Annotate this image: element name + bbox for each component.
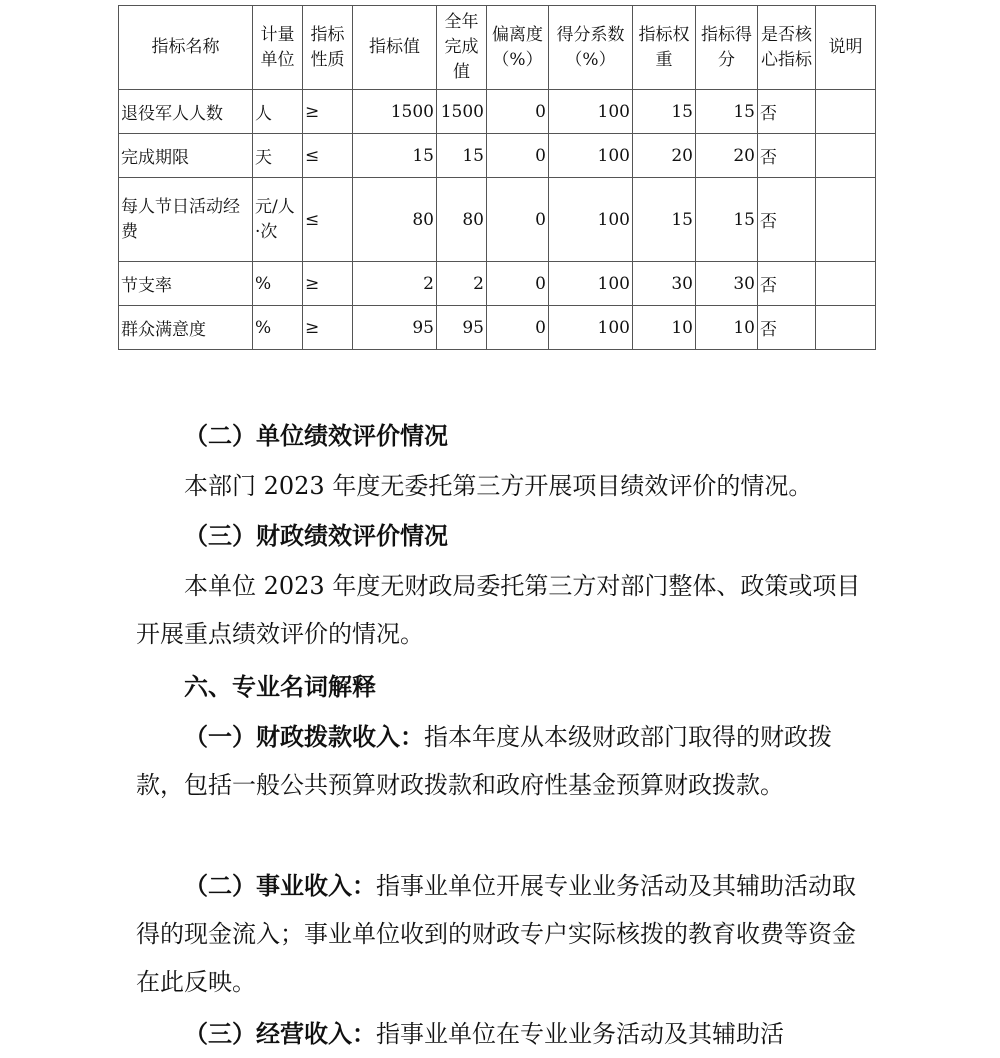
cell-nature: ≤ [303, 178, 353, 262]
term-label: （二）事业收入： [184, 871, 376, 900]
table-row [119, 262, 876, 306]
cell-actual: 80 [437, 178, 487, 262]
header-deviation: 偏离度 （%） [487, 6, 549, 90]
cell-note [816, 306, 876, 350]
cell-score: 15 [696, 90, 758, 134]
term-operating-income [136, 1010, 876, 1058]
cell-score: 20 [696, 134, 758, 178]
table-header-row [119, 6, 876, 90]
cell-nature: ≥ [303, 90, 353, 134]
cell-nature: ≥ [303, 306, 353, 350]
cell-target: 95 [353, 306, 437, 350]
term-fiscal-appropriation-income [136, 713, 876, 809]
cell-note [816, 90, 876, 134]
cell-actual: 95 [437, 306, 487, 350]
term-description: 指本年度从本级财政部门取得的财政拨款，包括一般公共预算财政拨款和政府性基金预算财政拨款。 [136, 723, 832, 799]
cell-note [816, 262, 876, 306]
table-row [119, 90, 876, 134]
cell-name: 退役军人人数 [119, 90, 253, 134]
cell-target: 80 [353, 178, 437, 262]
cell-weight: 30 [633, 262, 696, 306]
header-unit: 计量 单位 [253, 6, 303, 90]
cell-score: 30 [696, 262, 758, 306]
cell-weight: 20 [633, 134, 696, 178]
cell-deviation: 0 [487, 178, 549, 262]
header-weight: 指标权 重 [633, 6, 696, 90]
cell-nature: ≥ [303, 262, 353, 306]
cell-score: 10 [696, 306, 758, 350]
cell-target: 15 [353, 134, 437, 178]
cell-weight: 15 [633, 178, 696, 262]
header-core: 是否核 心指标 [758, 6, 816, 90]
cell-nature: ≤ [303, 134, 353, 178]
cell-core: 否 [758, 134, 816, 178]
cell-deviation: 0 [487, 134, 549, 178]
term-description: 指事业单位开展专业业务活动及其辅助活动取得的现金流入；事业单位收到的财政专户实际核拨的教育收费等资金在此反映。 [136, 872, 856, 996]
cell-coef: 100 [549, 90, 633, 134]
cell-actual: 1500 [437, 90, 487, 134]
cell-core: 否 [758, 262, 816, 306]
heading-fiscal-performance-evaluation: （三）财政绩效评价情况 [184, 521, 448, 550]
paragraph-unit-performance-evaluation: 本部门 2023 年度无委托第三方开展项目绩效评价的情况。 [184, 472, 813, 500]
cell-note [816, 134, 876, 178]
cell-core: 否 [758, 306, 816, 350]
performance-indicator-table [118, 5, 876, 350]
cell-deviation: 0 [487, 90, 549, 134]
term-label: （三）经营收入： [184, 1019, 376, 1048]
cell-weight: 15 [633, 90, 696, 134]
cell-unit: 元/人·次 [253, 178, 303, 262]
term-business-income [136, 862, 876, 1006]
header-score: 指标得 分 [696, 6, 758, 90]
cell-core: 否 [758, 178, 816, 262]
cell-deviation: 0 [487, 262, 549, 306]
cell-coef: 100 [549, 262, 633, 306]
cell-target: 2 [353, 262, 437, 306]
table-row [119, 178, 876, 262]
term-description: 指事业单位在专业业务活动及其辅助活 [376, 1020, 784, 1048]
header-indicator-name: 指标名称 [119, 6, 253, 90]
cell-actual: 2 [437, 262, 487, 306]
cell-name: 完成期限 [119, 134, 253, 178]
cell-unit: % [253, 262, 303, 306]
cell-weight: 10 [633, 306, 696, 350]
cell-coef: 100 [549, 134, 633, 178]
cell-coef: 100 [549, 306, 633, 350]
cell-note [816, 178, 876, 262]
cell-name: 每人节日活动经费 [119, 178, 253, 262]
term-label: （一）财政拨款收入： [184, 722, 424, 751]
header-actual: 全年 完成 值 [437, 6, 487, 90]
cell-actual: 15 [437, 134, 487, 178]
header-note: 说明 [816, 6, 876, 90]
heading-terms-explanation: 六、专业名词解释 [184, 672, 376, 701]
header-nature: 指标 性质 [303, 6, 353, 90]
cell-unit: % [253, 306, 303, 350]
cell-deviation: 0 [487, 306, 549, 350]
cell-coef: 100 [549, 178, 633, 262]
table-row [119, 134, 876, 178]
cell-unit: 天 [253, 134, 303, 178]
cell-target: 1500 [353, 90, 437, 134]
cell-unit: 人 [253, 90, 303, 134]
heading-unit-performance-evaluation: （二）单位绩效评价情况 [184, 421, 448, 450]
header-target: 指标值 [353, 6, 437, 90]
cell-core: 否 [758, 90, 816, 134]
cell-name: 群众满意度 [119, 306, 253, 350]
table-row [119, 306, 876, 350]
cell-score: 15 [696, 178, 758, 262]
header-coef: 得分系数 （%） [549, 6, 633, 90]
paragraph-fiscal-performance-evaluation: 本单位 2023 年度无财政局委托第三方对部门整体、政策或项目开展重点绩效评价的情况。 [136, 572, 861, 648]
cell-name: 节支率 [119, 262, 253, 306]
